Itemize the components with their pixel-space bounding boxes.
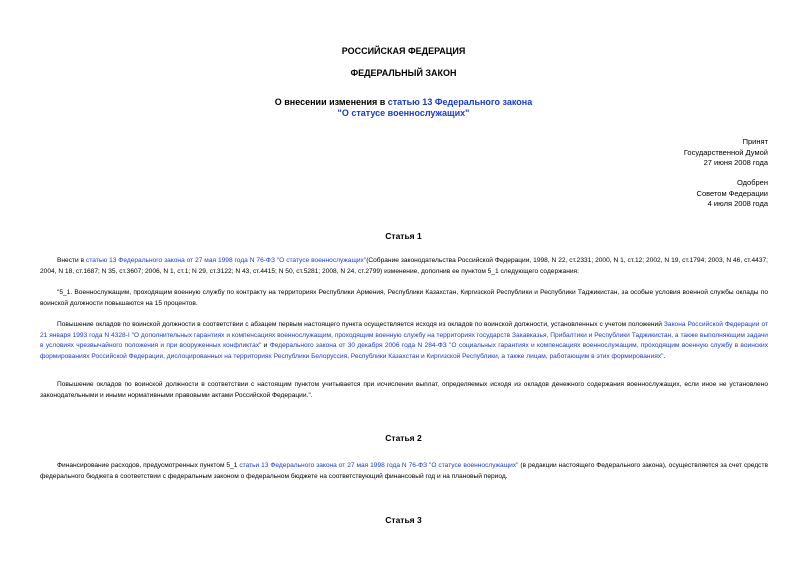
document-title bbox=[0, 97, 807, 119]
approved-label: Одобрен bbox=[737, 178, 768, 187]
article-1-paragraph-3 bbox=[40, 320, 768, 362]
accepted-block bbox=[684, 137, 768, 169]
accepted-date: 27 июня 2008 года bbox=[703, 158, 768, 167]
document-type: ФЕДЕРАЛЬНЫЙ ЗАКОН bbox=[350, 68, 457, 78]
article-1-paragraph-2: "5_1. Военнослужащим, проходящим военную службу по контракту на территориях Республики Армения, Республики Казахстан, Киргизской Республики и Республики Таджикистан, за особые условия военной службы оклады по воинской должности повышаются на 15 процентов. bbox=[40, 289, 768, 307]
accepted-label: Принят bbox=[742, 137, 768, 146]
a1p3-text-1: Повышение окладов по воинской должности в соответствии с абзацем первым настоящего пункта осуществляется исходя из окладов по воинской должности, установленных с учетом положений bbox=[57, 321, 664, 328]
a1p1-law-link[interactable]: статью 13 Федерального закона от 27 мая 1998 года N 76-ФЗ "О статусе военнослужащих" bbox=[86, 257, 367, 264]
a1p1-text-1: Внести в bbox=[57, 257, 87, 264]
article-3-heading: Статья 3 bbox=[385, 515, 422, 525]
title-link-law-name[interactable]: "О статусе военнослужащих" bbox=[337, 108, 470, 118]
a1p1-text-2: (Собрание законодательства Российской Федерации, 1998, N 22, ст.2331; 2000, N 1, ст.12; 2002, N 19, ст.1794; 2003, N 46, ст.4437; 2004, N 18, ст.1687; N 35, ст.3607; 2006, N 1, ст.1; N 29, ст.3122; N 43, ст.4415; N 50, ст.5281; 2008, N 24, ст.2799) изменение, дополнив ее пунктом 5_1 следующего содержания: bbox=[40, 257, 769, 275]
document-country: РОССИЙСКАЯ ФЕДЕРАЦИЯ bbox=[341, 46, 466, 56]
article-2-heading: Статья 2 bbox=[385, 433, 422, 443]
approved-date: 4 июля 2008 года bbox=[707, 199, 768, 208]
a1p3-law-link-1[interactable]: Закона Российской Федерации от 21 января 1993 года N 4328-I "О дополнительных гарантиях и компенсациях военнослужащим, проходящим военную службу на территориях государств Закавказья, Прибалтики и Республики Таджикистан, а также выполняющим задачи в условиях чрезвычайного положения и при вооруженных конфликтах" bbox=[40, 321, 768, 349]
a2p1-text-2: (в редакции настоящего Федерального закона), осуществляется за счет средств федерального бюджета в соответствии с федеральным законом о федеральном бюджете на соответствующий финансовый год и на плановый период. bbox=[40, 462, 768, 480]
approved-body: Советом Федерации bbox=[696, 188, 768, 198]
title-prefix: О внесении изменения в bbox=[274, 97, 388, 107]
accepted-body: Государственной Думой bbox=[683, 147, 768, 157]
title-link-article-13[interactable]: статью 13 Федерального закона bbox=[387, 97, 533, 107]
a1p3-text-2: и bbox=[261, 342, 270, 349]
a1p3-text-3: . bbox=[663, 352, 666, 360]
a2p1-text-1: Финансирование расходов, предусмотренных пунктом 5_1 bbox=[57, 462, 240, 469]
article-1-paragraph-1 bbox=[40, 256, 768, 277]
approved-block bbox=[697, 178, 768, 210]
article-1-paragraph-4: Повышение окладов по воинской должности в соответствии с настоящим пунктом учитывается при исчислении выплат, определяемых исходя из окладов денежного содержания военнослужащих, если иное не установлено законодательными и иными нормативными правовыми актами Российской Федерации.". bbox=[40, 381, 768, 399]
a2p1-law-link[interactable]: статьи 13 Федерального закона от 27 мая 1998 года N 76-ФЗ "О статусе военнослужащих" bbox=[239, 462, 519, 469]
a1p3-law-link-2[interactable]: Федерального закона от 30 декабря 2006 года N 284-ФЗ "О социальных гарантиях и компенсациях военнослужащим, проходящим военную службу в воинских формированиях Российской Федерации, дислоцированных на территориях Республики Белоруссия, Республики Казахстан и Киргизской Республики, а также лицам, работающим в этих формированиях" bbox=[40, 342, 768, 360]
article-1-heading: Статья 1 bbox=[385, 231, 422, 241]
article-2-paragraph-1 bbox=[40, 461, 768, 482]
